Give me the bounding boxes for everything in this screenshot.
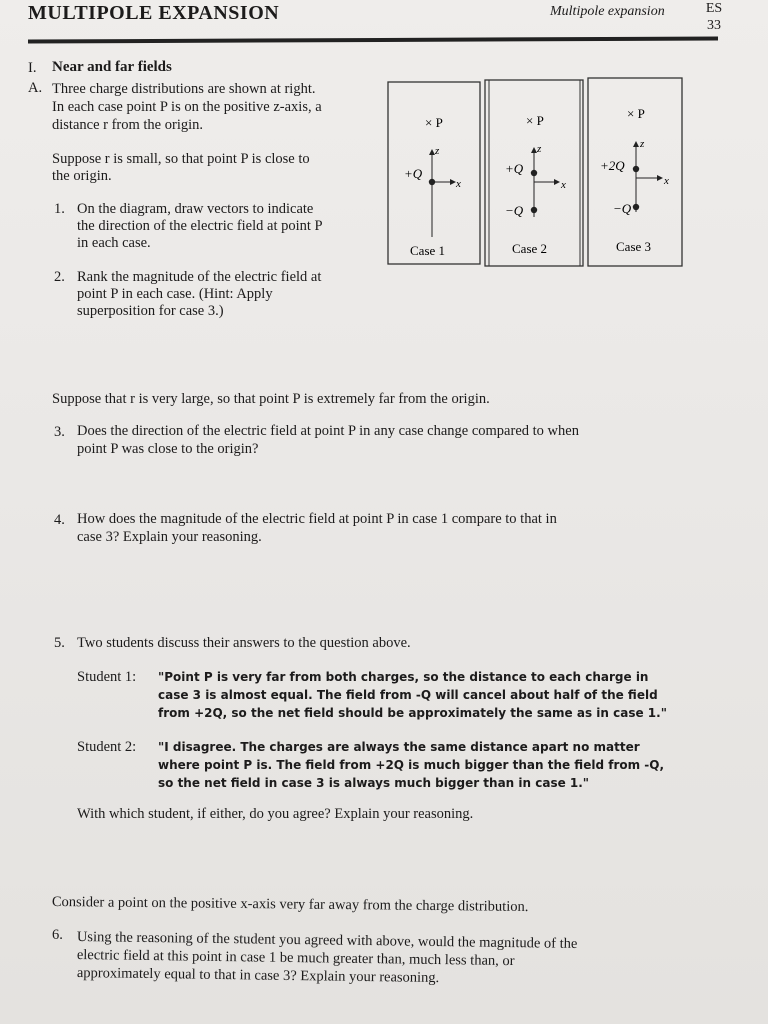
student-2-line-1: "I disagree. The charges are always the same distance apart no matter — [158, 740, 640, 754]
x-axis-label: x — [664, 175, 669, 187]
q5-ask: With which student, if either, do you agree? Explain your reasoning. — [77, 806, 474, 822]
q2-line-1: Rank the magnitude of the electric field at — [77, 269, 322, 285]
case-2-top-charge: +Q — [505, 161, 524, 176]
student-2-label: Student 2: — [77, 739, 137, 755]
z-axis-label: z — [435, 145, 440, 157]
charge-dot — [429, 179, 435, 185]
case-3-label: Case 3 — [616, 239, 652, 254]
q3-number: 3. — [54, 424, 65, 440]
case-3-top-charge: +2Q — [600, 158, 625, 173]
page-title: MULTIPOLE EXPANSION — [28, 2, 280, 24]
q4-line-2: case 3? Explain your reasoning. — [77, 529, 262, 545]
intro-line-1: Three charge distributions are shown at right. — [52, 81, 316, 97]
z-axis-label: z — [640, 138, 645, 150]
q6-line-1: Using the reasoning of the student you agreed with above, would the magnitude of the — [76, 929, 578, 952]
q1-number: 1. — [54, 201, 65, 217]
page-code — [700, 0, 728, 34]
student-2-line-2: where point P is. The field from +2Q is much bigger than the field from -Q, — [158, 758, 665, 772]
q1-line-2: the direction of the electric field at point P — [77, 218, 323, 234]
case-1-diagram — [404, 115, 461, 237]
case-3-diagram — [600, 106, 669, 216]
q3-line-2: point P was close to the origin? — [77, 441, 259, 457]
negative-charge-dot — [633, 204, 639, 210]
q2-line-3: superposition for case 3.) — [77, 303, 224, 319]
point-p-label: × P — [627, 106, 645, 121]
case-3-bottom-charge: −Q — [613, 201, 632, 216]
charge-diagram-svg — [385, 72, 685, 272]
negative-charge-dot — [531, 207, 537, 213]
intro-line-2: In each case point P is on the positive z-axis, a — [52, 99, 322, 115]
suppose-small-1: Suppose r is small, so that point P is close to — [52, 151, 310, 167]
intro-line-3: distance r from the origin. — [52, 117, 203, 133]
q1-line-1: On the diagram, draw vectors to indicate — [77, 201, 314, 217]
case-1-label: Case 1 — [410, 243, 446, 258]
student-1-line-1: "Point P is very far from both charges, so the distance to each charge in — [158, 670, 649, 684]
student-1-line-3: from +2Q, so the net field should be approximately the same as in case 1." — [158, 706, 667, 720]
suppose-small-2: the origin. — [52, 168, 112, 184]
q5-intro: Two students discuss their answers to the question above. — [77, 635, 411, 651]
q6-line-2: electric field at this point in case 1 be much greater than, much less than, or — [76, 947, 515, 970]
charge-diagram — [385, 72, 685, 272]
header-rule — [28, 36, 718, 43]
positive-charge-dot — [531, 170, 537, 176]
running-header: Multipole expansion — [550, 4, 665, 19]
q1-line-3: in each case. — [77, 235, 151, 251]
x-axis-label: x — [456, 178, 461, 190]
point-p-label: × P — [526, 113, 544, 128]
q4-line-1: How does the magnitude of the electric field at point P in case 1 compare to that in — [77, 511, 557, 527]
part-label: A. — [28, 80, 43, 96]
point-p-label: × P — [425, 115, 443, 130]
case-1-top-charge: +Q — [404, 166, 423, 181]
q6-line-3: approximately equal to that in case 3? Explain your reasoning. — [76, 965, 440, 987]
q2-line-2: point P in each case. (Hint: Apply — [77, 286, 273, 302]
suppose-large: Suppose that r is very large, so that point P is extremely far from the origin. — [52, 391, 490, 407]
q4-number: 4. — [54, 512, 65, 528]
section-heading: Near and far fields — [52, 59, 172, 75]
case-2-bottom-charge: −Q — [505, 203, 524, 218]
student-1-line-2: case 3 is almost equal. The field from -Q will cancel about half of the field — [158, 688, 658, 702]
student-1-label: Student 1: — [77, 669, 137, 685]
q6-number: 6. — [52, 927, 63, 943]
consider-statement: Consider a point on the positive x-axis very far away from the charge distribution. — [51, 894, 529, 915]
q2-number: 2. — [54, 269, 65, 285]
page-number: 33 — [707, 18, 721, 33]
page-code-letters: ES — [705, 1, 723, 16]
x-axis-label: x — [561, 179, 566, 191]
case-1-panel — [388, 82, 480, 264]
positive-charge-dot — [633, 166, 639, 172]
z-axis-label: z — [537, 143, 542, 155]
q5-number: 5. — [54, 635, 65, 651]
q3-line-1: Does the direction of the electric field at point P in any case change compared to when — [77, 423, 579, 439]
section-number: I. — [28, 60, 37, 76]
case-2-diagram — [505, 113, 566, 218]
case-2-label: Case 2 — [512, 241, 548, 256]
student-2-line-3: so the net field in case 3 is always much bigger than in case 1." — [158, 776, 590, 790]
